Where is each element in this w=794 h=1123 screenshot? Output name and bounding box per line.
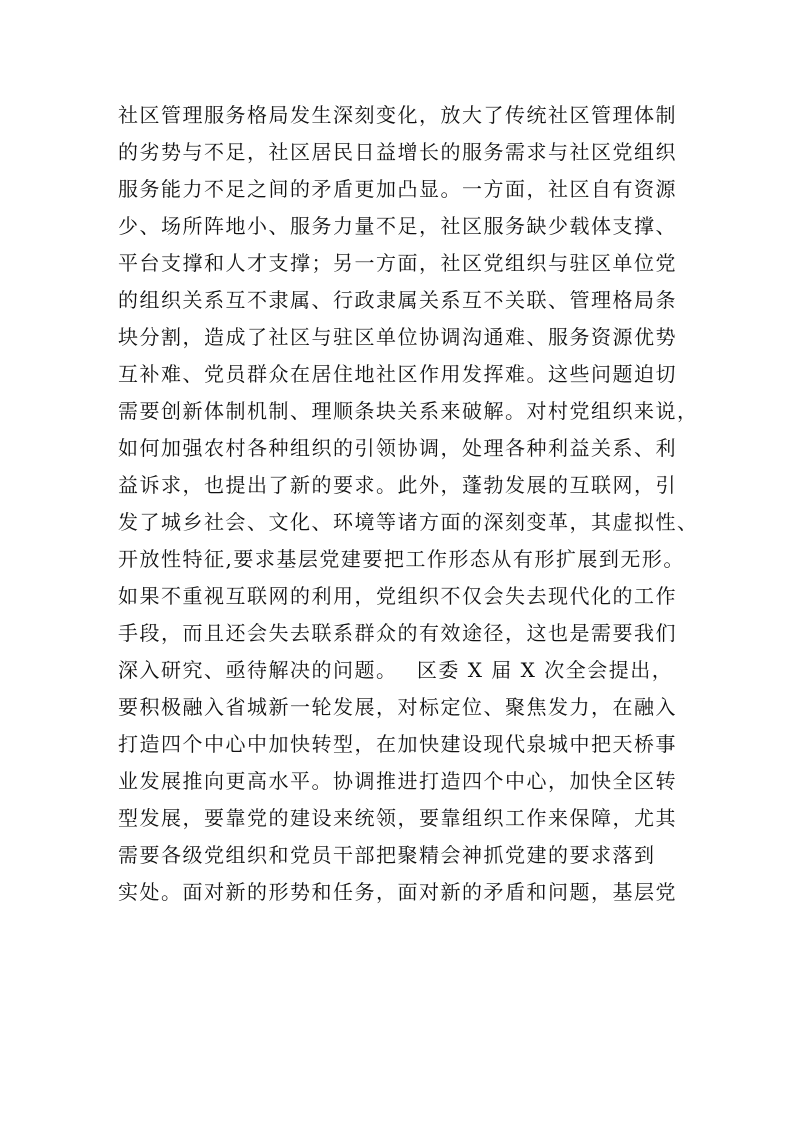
text-line: 社区管理服务格局发生深刻变化，放大了传统社区管理体制: [118, 103, 677, 127]
text-line: 如何加强农村各种组织的引领协调，处理各种利益关系、利: [118, 436, 677, 460]
text-line: 型发展，要靠党的建设来统领，要靠组织工作来保障，尤其: [118, 806, 677, 830]
text-line: 服务能力不足之间的矛盾更加凸显。一方面，社区自有资源: [118, 177, 677, 201]
text-line: 业发展推向更高水平。协调推进打造四个中心，加快全区转: [118, 769, 677, 793]
text-line: 如果不重视互联网的利用，党组织不仅会失去现代化的工作: [118, 584, 677, 608]
text-line: 需要创新体制机制、理顺条块关系来破解。对村党组织来说，: [118, 399, 699, 423]
text-line: 实处。面对新的形势和任务，面对新的矛盾和问题，基层党: [118, 880, 677, 904]
text-line: 手段，而且还会失去联系群众的有效途径，这也是需要我们: [118, 621, 677, 645]
text-line: 益诉求，也提出了新的要求。此外，蓬勃发展的互联网，引: [118, 473, 677, 497]
text-line: 开放性特征,要求基层党建要把工作形态从有形扩展到无形。: [118, 547, 685, 571]
text-line: 的劣势与不足，社区居民日益增长的服务需求与社区党组织: [118, 140, 677, 164]
text-line: 平台支撑和人才支撑；另一方面，社区党组织与驻区单位党: [118, 251, 677, 275]
text-line: 少、场所阵地小、服务力量不足，社区服务缺少载体支撑、: [118, 214, 677, 238]
text-line: 互补难、党员群众在居住地社区作用发挥难。这些问题迫切: [118, 362, 677, 386]
text-line: 打造四个中心中加快转型，在加快建设现代泉城中把天桥事: [118, 732, 677, 756]
text-line: 块分割，造成了社区与驻区单位协调沟通难、服务资源优势: [118, 325, 677, 349]
text-line: 发了城乡社会、文化、环境等诸方面的深刻变革，其虚拟性、: [118, 510, 699, 534]
text-line: 深入研究、亟待解决的问题。 区委 X 届 X 次全会提出，: [118, 658, 674, 682]
text-line: 需要各级党组织和党员干部把聚精会神抓党建的要求落到: [118, 843, 656, 867]
text-line: 的组织关系互不隶属、行政隶属关系互不关联、管理格局条: [118, 288, 677, 312]
text-line: 要积极融入省城新一轮发展，对标定位、聚焦发力，在融入: [118, 695, 677, 719]
